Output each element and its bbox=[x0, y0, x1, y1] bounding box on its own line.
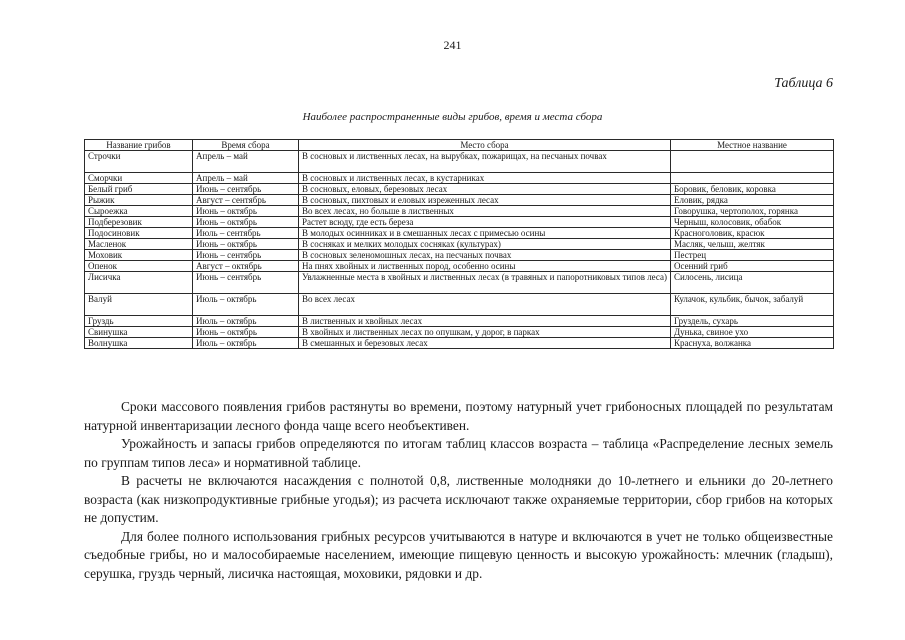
collection-time: Июнь – сентябрь bbox=[193, 184, 299, 195]
table-row bbox=[85, 228, 834, 239]
local-name: Кулачок, кульбик, бычок, забалуй bbox=[671, 294, 834, 316]
local-name bbox=[671, 173, 834, 184]
collection-place: Во всех лесах, но больше в лиственных bbox=[299, 206, 671, 217]
page-number: 241 bbox=[443, 38, 462, 52]
body-text bbox=[84, 398, 833, 583]
table-header-row bbox=[85, 140, 834, 151]
collection-place: Во всех лесах bbox=[299, 294, 671, 316]
collection-place: В сосновых и лиственных лесах, в кустарниках bbox=[299, 173, 671, 184]
collection-time: Июнь – сентябрь bbox=[193, 272, 299, 294]
header-local-name: Местное название bbox=[671, 140, 834, 151]
mushroom-name: Белый гриб bbox=[85, 184, 193, 195]
paragraph: В расчеты не включаются насаждения с полнотой 0,8, лиственные молодняки до 10-летнего и ельники до 20-летнего возраста (как низкопродуктивные грибные угодья); из расчета исключают также охраняемые территории, сбор грибов на которых не допустим. bbox=[84, 473, 833, 525]
collection-place: В сосняках и мелких молодых сосняках (культурах) bbox=[299, 239, 671, 250]
mushroom-name: Сыроежка bbox=[85, 206, 193, 217]
table-row bbox=[85, 272, 834, 294]
table-row bbox=[85, 195, 834, 206]
table-row bbox=[85, 250, 834, 261]
local-name: Краснуха, волжанка bbox=[671, 338, 834, 349]
paragraph: Урожайность и запасы грибов определяются по итогам таблиц классов возраста – таблица «Распределение лесных земель по группам типов леса» и нормативной таблице. bbox=[84, 436, 833, 470]
mushroom-name: Опенок bbox=[85, 261, 193, 272]
local-name: Еловик, рядка bbox=[671, 195, 834, 206]
mushroom-name: Лисичка bbox=[85, 272, 193, 294]
paragraph: Для более полного использования грибных ресурсов учитываются в натуре и включаются в учет не только общеизвестные съедобные грибы, но и малособираемые населением, имеющие пищевую ценность и высокую урожайность: млечник (гладыш), серушка, груздь черный, лисичка настоящая, моховики, рядовки и др. bbox=[84, 528, 833, 581]
collection-time: Июль – октябрь bbox=[193, 316, 299, 327]
table-row bbox=[85, 217, 834, 228]
collection-time: Апрель – май bbox=[193, 151, 299, 173]
table-row bbox=[85, 327, 834, 338]
local-name: Говорушка, чертополох, горянка bbox=[671, 206, 834, 217]
collection-time: Август – сентябрь bbox=[193, 195, 299, 206]
table-row bbox=[85, 316, 834, 327]
local-name: Боровик, беловик, коровка bbox=[671, 184, 834, 195]
collection-place: В сосновых и лиственных лесах, на вырубках, пожарищах, на песчаных почвах bbox=[299, 151, 671, 173]
table-row bbox=[85, 184, 834, 195]
mushroom-name: Волнушка bbox=[85, 338, 193, 349]
local-name: Масляк, челыш, желтяк bbox=[671, 239, 834, 250]
mushroom-name: Подосиновик bbox=[85, 228, 193, 239]
header-mushroom-name: Название грибов bbox=[85, 140, 193, 151]
collection-time: Июнь – октябрь bbox=[193, 327, 299, 338]
mushroom-table bbox=[84, 139, 834, 349]
table-row bbox=[85, 206, 834, 217]
table-label: Таблица 6 bbox=[774, 76, 833, 91]
table-row bbox=[85, 338, 834, 349]
mushroom-name: Рыжик bbox=[85, 195, 193, 206]
collection-place: В сосновых, еловых, березовых лесах bbox=[299, 184, 671, 195]
local-name: Силосень, лисица bbox=[671, 272, 834, 294]
collection-time: Июнь – октябрь bbox=[193, 239, 299, 250]
collection-time: Июнь – октябрь bbox=[193, 206, 299, 217]
mushroom-name: Валуй bbox=[85, 294, 193, 316]
local-name: Красноголовик, красюк bbox=[671, 228, 834, 239]
local-name: Груздель, сухарь bbox=[671, 316, 834, 327]
collection-time: Июль – сентябрь bbox=[193, 228, 299, 239]
collection-place: В смешанных и березовых лесах bbox=[299, 338, 671, 349]
mushroom-name: Свинушка bbox=[85, 327, 193, 338]
mushroom-name: Строчки bbox=[85, 151, 193, 173]
header-collection-place: Место сбора bbox=[299, 140, 671, 151]
table-row bbox=[85, 239, 834, 250]
mushroom-name: Груздь bbox=[85, 316, 193, 327]
mushroom-name: Подберезовик bbox=[85, 217, 193, 228]
local-name: Осенний гриб bbox=[671, 261, 834, 272]
mushroom-name: Моховик bbox=[85, 250, 193, 261]
collection-place: В сосновых зеленомошных лесах, на песчаных почвах bbox=[299, 250, 671, 261]
collection-place: На пнях хвойных и лиственных пород, особенно осины bbox=[299, 261, 671, 272]
table-row bbox=[85, 261, 834, 272]
collection-place: В хвойных и лиственных лесах по опушкам, у дорог, в парках bbox=[299, 327, 671, 338]
collection-time: Июль – октябрь bbox=[193, 294, 299, 316]
header-collection-time: Время сбора bbox=[193, 140, 299, 151]
collection-place: В сосновых, пихтовых и еловых изреженных лесах bbox=[299, 195, 671, 206]
local-name: Пестрец bbox=[671, 250, 834, 261]
collection-time: Август – октябрь bbox=[193, 261, 299, 272]
local-name bbox=[671, 151, 834, 173]
mushroom-name: Сморчки bbox=[85, 173, 193, 184]
collection-time: Июнь – сентябрь bbox=[193, 250, 299, 261]
collection-place: В лиственных и хвойных лесах bbox=[299, 316, 671, 327]
table-row bbox=[85, 151, 834, 173]
collection-time: Апрель – май bbox=[193, 173, 299, 184]
table-row bbox=[85, 294, 834, 316]
paragraph: Сроки массового появления грибов растянуты во времени, поэтому натурный учет грибоносных площадей по результатам натурной инвентаризации лесного фонда чаще всего необъективен. bbox=[84, 399, 833, 433]
local-name: Черныш, колосовик, обабок bbox=[671, 217, 834, 228]
collection-place: Растет всюду, где есть береза bbox=[299, 217, 671, 228]
collection-place: Увлажненные места в хвойных и лиственных лесах (в травяных и папоротниковых типов леса) bbox=[299, 272, 671, 294]
local-name: Дунька, свиное ухо bbox=[671, 327, 834, 338]
collection-place: В молодых осинниках и в смешанных лесах с примесью осины bbox=[299, 228, 671, 239]
mushroom-name: Масленок bbox=[85, 239, 193, 250]
table-caption: Наиболее распространенные виды грибов, время и места сбора bbox=[302, 111, 603, 123]
collection-time: Июнь – октябрь bbox=[193, 217, 299, 228]
table-row bbox=[85, 173, 834, 184]
collection-time: Июль – октябрь bbox=[193, 338, 299, 349]
